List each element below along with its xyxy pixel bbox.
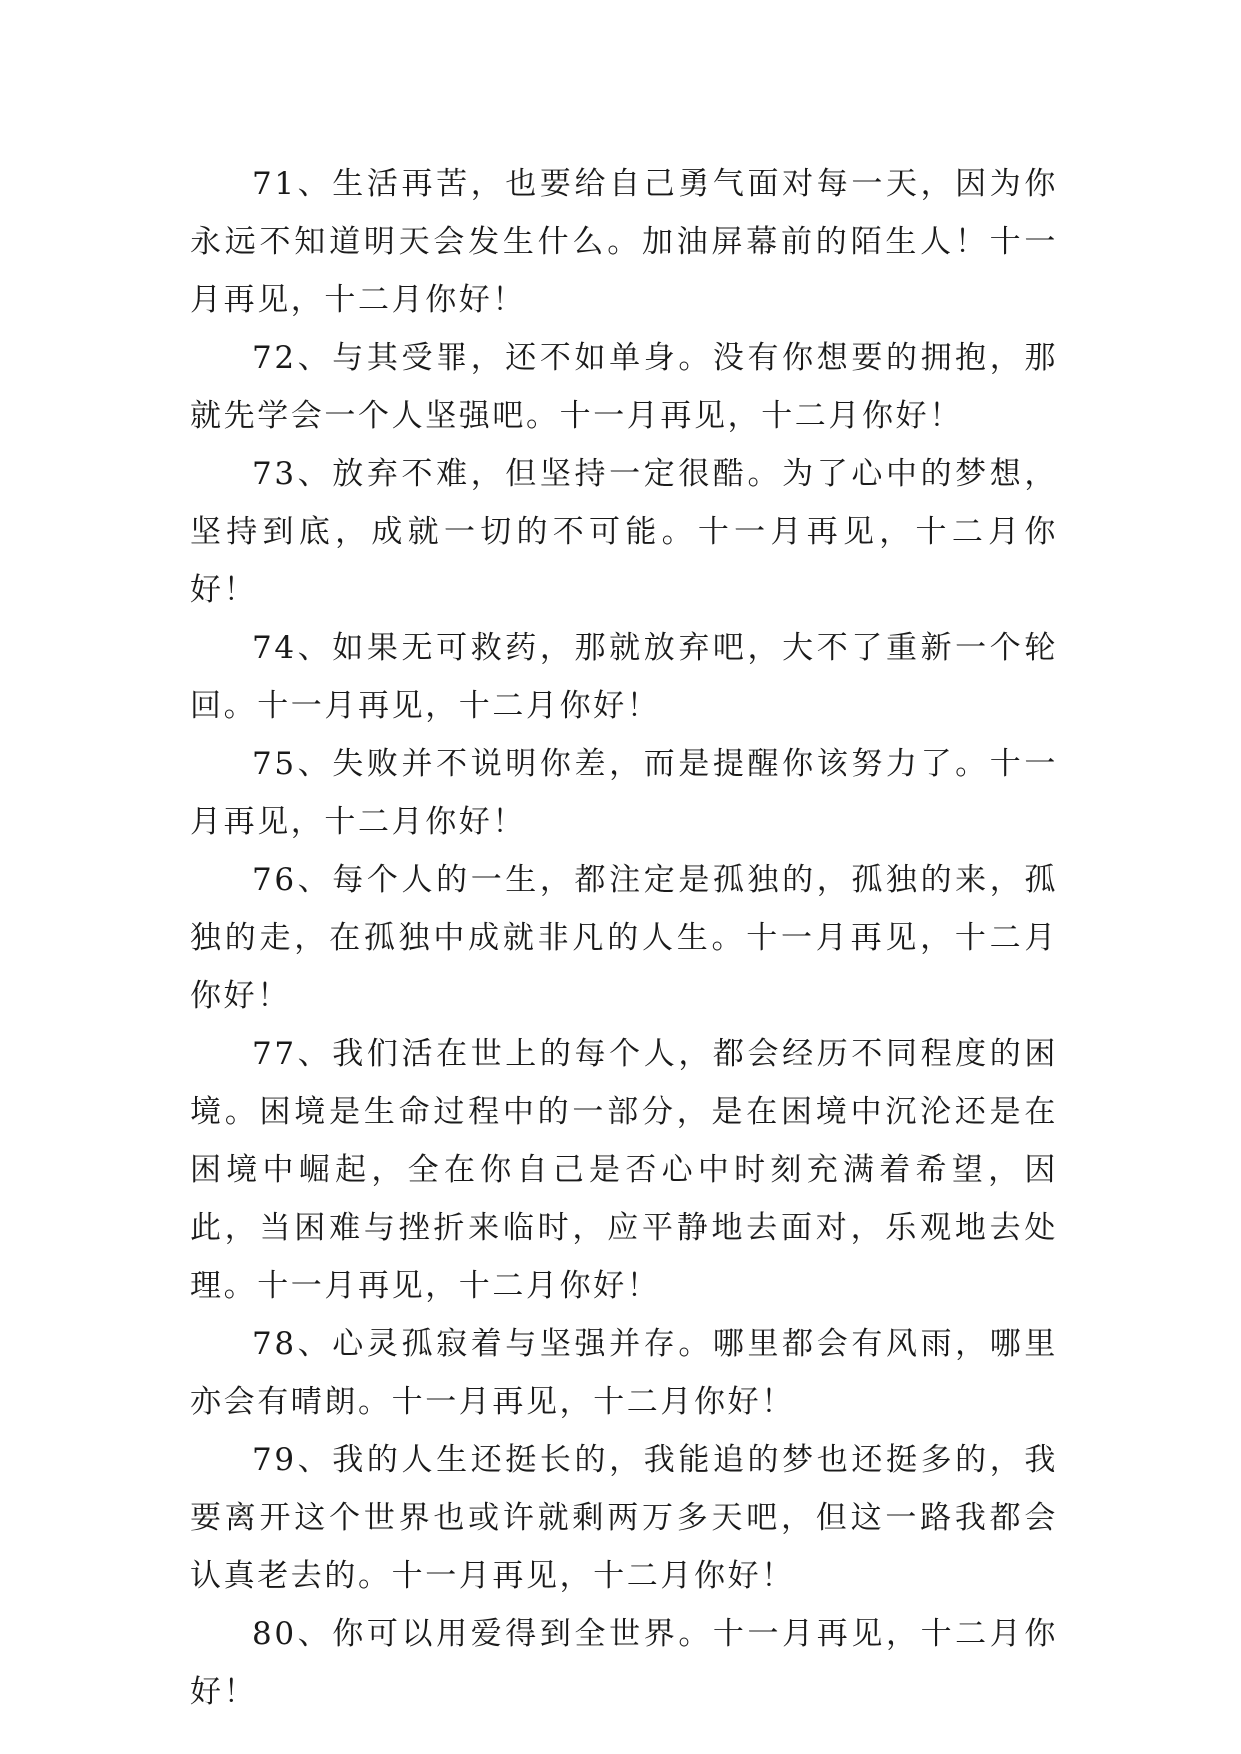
paragraph-75: 75、失败并不说明你差，而是提醒你该努力了。十一月再见，十二月你好！ bbox=[190, 746, 1058, 840]
document-page bbox=[190, 155, 1058, 1721]
paragraph-73: 73、放弃不难，但坚持一定很酷。为了心中的梦想，坚持到底，成就一切的不可能。十一月再见，十二月你好！ bbox=[190, 456, 1058, 608]
paragraph-77: 77、我们活在世上的每个人，都会经历不同程度的困境。困境是生命过程中的一部分，是在困境中沉沦还是在困境中崛起，全在你自己是否心中时刻充满着希望，因此，当困难与挫折来临时，应平静地去面对，乐观地去处理。十一月再见，十二月你好！ bbox=[190, 1036, 1058, 1304]
paragraph-80: 80、你可以用爱得到全世界。十一月再见，十二月你好！ bbox=[190, 1616, 1058, 1710]
paragraph-78: 78、心灵孤寂着与坚强并存。哪里都会有风雨，哪里亦会有晴朗。十一月再见，十二月你好！ bbox=[190, 1326, 1058, 1420]
paragraph-72: 72、与其受罪，还不如单身。没有你想要的拥抱，那就先学会一个人坚强吧。十一月再见，十二月你好！ bbox=[190, 340, 1058, 434]
paragraph-71: 71、生活再苦，也要给自己勇气面对每一天，因为你永远不知道明天会发生什么。加油屏幕前的陌生人！十一月再见，十二月你好！ bbox=[190, 166, 1058, 318]
paragraph-79: 79、我的人生还挺长的，我能追的梦也还挺多的，我要离开这个世界也或许就剩两万多天吧，但这一路我都会认真老去的。十一月再见，十二月你好！ bbox=[190, 1442, 1058, 1594]
paragraph-74: 74、如果无可救药，那就放弃吧，大不了重新一个轮回。十一月再见，十二月你好！ bbox=[190, 630, 1058, 724]
paragraph-76: 76、每个人的一生，都注定是孤独的，孤独的来，孤独的走，在孤独中成就非凡的人生。十一月再见，十二月你好！ bbox=[190, 862, 1058, 1014]
